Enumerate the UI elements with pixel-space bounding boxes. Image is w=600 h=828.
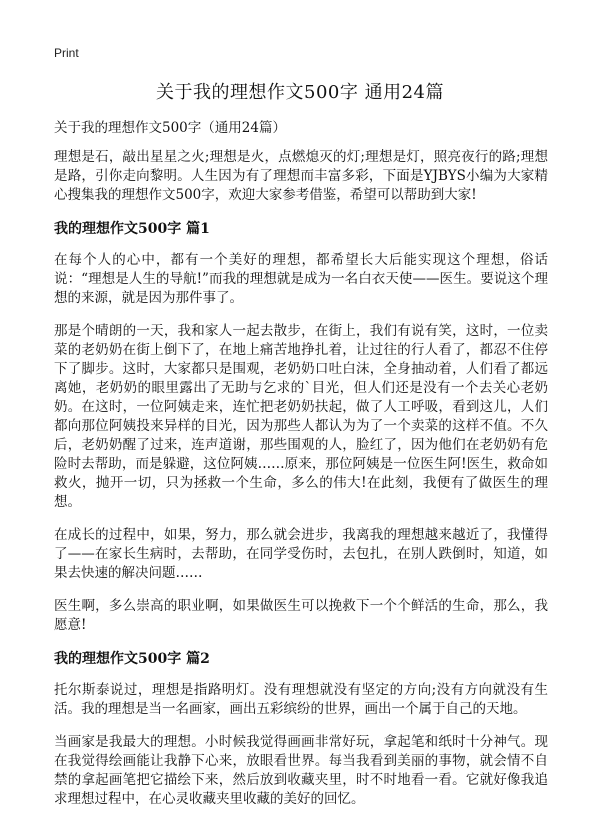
intro-paragraph: 理想是石，敲出星星之火;理想是火，点燃熄灭的灯;理想是灯，照亮夜行的路;理想是路，引你走向黎明。人生因为有了理想而丰富多彩，下面是YJBYS小编为大家精心搜集我的理想作文500字，欢迎大家参考借鉴，希望可以帮助到大家! xyxy=(54,149,548,203)
print-link[interactable]: Print xyxy=(54,46,79,60)
section-2-paragraph: 当画家是我最大的理想。小时候我觉得画画非常好玩，拿起笔和纸时十分神气。现在我觉得绘画能让我静下心来，放眼看世界。每当我看到美丽的事物，就会情不自禁的拿起画笔把它描绘下来，然后放到收藏夹里，时不时地看一看。它就好像我追求理想过程中，在心灵收藏夹里收藏的美好的回忆。 xyxy=(54,734,548,807)
article-subtitle: 关于我的理想作文500字（通用24篇） xyxy=(54,120,286,136)
section-heading-2: 我的理想作文500字 篇2 xyxy=(54,651,210,667)
section-1-paragraph: 在每个人的心中，都有一个美好的理想，都希望长大后能实现这个理想，俗话说：“理想是人生的导航!”而我的理想就是成为一名白衣天使——医生。要说这个理想的来源，就是因为那件事了。 xyxy=(54,252,548,306)
page-title: 关于我的理想作文500字 通用24篇 xyxy=(156,82,444,103)
section-heading-1: 我的理想作文500字 篇1 xyxy=(54,221,210,237)
section-1-paragraph: 医生啊，多么崇高的职业啊，如果做医生可以挽救下一个个鲜活的生命，那么，我愿意! xyxy=(54,598,548,633)
section-1-paragraph: 那是个晴朗的一天，我和家人一起去散步，在街上，我们有说有笑，这时，一位卖菜的老奶奶在街上倒下了，在地上痛苦地挣扎着，让过往的行人看了，都忍不住停下了脚步。这时，大家都只是围观，老奶奶口吐白沫，全身抽动着，人们看了都远离她，老奶奶的眼里露出了无助与乞求的`目光，但人们还是没有一个去关心老奶奶。在这时，一位阿姨走来，连忙把老奶奶扶起，做了人工呼吸，看到这儿，人们都向那位阿姨投来异样的目光，因为那些人都认为为了一个卖菜的这样不值。不久后，老奶奶醒了过来，连声道谢，那些围观的人，脸红了，因为他们在老奶奶有危险时去帮助，而是躲避，这位阿姨……原来，那位阿姨是一位医生阿!医生，救命如救火，抛开一切，只为拯救一个生命，多么的伟大!在此刻，我便有了做医生的理想。 xyxy=(54,323,548,510)
section-2-paragraph: 托尔斯泰说过，理想是指路明灯。没有理想就没有坚定的方向;没有方向就没有生活。我的理想是当一名画家，画出五彩缤纷的世界，画出一个属于自己的天地。 xyxy=(54,682,548,717)
section-1-paragraph: 在成长的过程中，如果，努力，那么就会进步，我离我的理想越来越近了，我懂得了——在家长生病时，去帮助，在同学受伤时，去包扎，在别人跌倒时，知道，如果去快速的解决问题…… xyxy=(54,527,548,581)
article-body xyxy=(54,118,548,823)
